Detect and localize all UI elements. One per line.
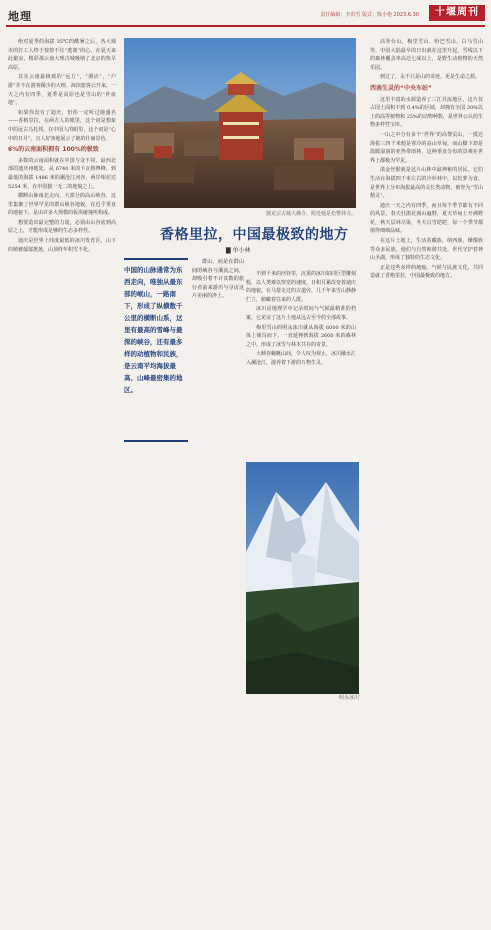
- glacier-photo: [246, 462, 359, 694]
- headline: 香格里拉，中国最极致的地方: [160, 227, 349, 243]
- paragraph: 到过了，永不只是山的奇迹，更是生命之源。: [380, 74, 481, 81]
- paragraph: 一山之中分有多个“世界”的高黎贡山，一抵达海拔三四千米便是寒冷的高山草甸，而山脚下却是温暖湿润的亚热带雨林，这种垂直分布的景观在世界上都极为罕见。: [370, 131, 483, 164]
- subheading: 6%的云南面积拥有 100%的极致: [8, 146, 99, 154]
- editor-meta: 责任编辑：李洪雪 版式：陈小艳 2023.6.30: [320, 12, 419, 18]
- paragraph: 多数的云南面积就在中国与众不同，最西北部的迪庆州地处，从 6740 米的卡瓦格博峰，到最低的海拔 1486 米的澜沧江河谷，两岸相差达 5254 米，在中国独一无二的地貌之上。: [8, 157, 116, 190]
- photo-caption: 独克宗古城大佛寺、附近便是松赞林寺。: [265, 211, 356, 217]
- paragraph: 梅里雪山的明永冰川就从海拔 6000 米的山体上倾泻而下，一直延伸到海拔 2600 米的森林之中，形成了冰雪与林木共存的奇景。: [246, 324, 356, 348]
- pull-quote-text: 中国的山脉通常为东西走向，唯独从最东部的岷山，一路南下，形成了纵横数千公里的横断山系，这里有最高的雪峰与最深的峡谷，还有最多样的动植物和民族，是云南平均海拔最高、山峰最密集的地区。: [124, 266, 183, 394]
- photo-caption: 明永冰川: [338, 695, 359, 701]
- header-rule: [6, 25, 485, 27]
- column-3: [370, 38, 483, 698]
- byline: [226, 245, 251, 254]
- pull-quote: [124, 258, 188, 442]
- paragraph: 正是这些多样的地貌、气候与民族文化，共同造就了香格里拉，中国最极致的地方。: [370, 264, 483, 280]
- paragraph: 不到千米的河谷里，沉重的冰川如同巨型雕刻般，以人类难以察觉的速度，日积月累改变着迪庆的地貌。在马帮走过的古道旁，几千年来雪山静静伫立，俯瞰着往来的人群。: [246, 271, 356, 303]
- paragraph: 想要造出最完整的力量，必须由山谷底到高原之上，才能形成足够的生态多样性。: [8, 219, 116, 235]
- paragraph: 迪庆是世界上纬度最低的冰川发育区，山下的植被郁郁葱葱，山顶终年积雪不化。: [8, 238, 116, 253]
- byline-marker: ▇: [226, 247, 231, 254]
- page-header: [0, 0, 491, 26]
- paragraph: 这里丰富的水源造养了三江并流地区，这片仅占国土面积不到 0.4%的区域，却拥有全国 20%以上的高等植物和 25%的动物种数，是世界公认的生物多样性宝库。: [370, 96, 483, 129]
- paragraph: 大峡谷蜿蜒山间，令人叹为观止，冰川融水汇入澜沧江，滋养着下游的万物生灵。: [246, 351, 356, 366]
- section-title: 地理: [8, 10, 32, 23]
- column-mid: [192, 258, 244, 438]
- paragraph: 绝对夏季的海拔 35℃的酷暑之后，各大城市的打工人终于按捺不住“逃离”的心，在夏天来此避凉，精彩那云南大理古城吸纳了北京的快旱高原。: [8, 39, 116, 71]
- column-1: [8, 38, 116, 698]
- byline-author: 单小林: [232, 247, 251, 254]
- subheading: 西南生灵的“中央车站”: [370, 84, 432, 92]
- paragraph: 迪庆一天之内有四季，而且每个季节都有不同的风景，春天杜鹃花漫山遍野，夏天草甸上开满野花，秋天层林尽染，冬天白雪皑皑，每一个季节都值得细细品味。: [370, 202, 483, 235]
- paragraph: 横断山脉南北走向，大部分的高山峡谷，这里集聚了世界罕见的群山峡谷地貌，在近乎垂直的地貌下，是由许多大规模的板块碰撞所构成。: [8, 193, 116, 217]
- paragraph: 滇金丝猴就是这片山林中最神秘的居民，它们生活在海拔四千米左右的冷杉林中，以松萝为食，是世界上分布海拔最高的灵长类动物，被誉为“雪山精灵”。: [370, 167, 483, 200]
- paragraph: 冰川是地理学中记录时间与气候最精准的档案，它见证了这片土地从远古至今的全部故事。: [246, 306, 356, 321]
- newspaper-logo: 十堰周刊: [429, 5, 485, 21]
- paragraph: 如果你没有了迪庆，但你一定听过她盛名——香格里拉，在两方人的眼里，这个词是想象中的远古乌托邦，在中国人的眼里，这个词是“心中的日月”。且人好客地展示了她的壮丽景色。: [8, 109, 116, 142]
- temple-photo-image: [124, 38, 356, 208]
- paragraph: 其实云南最极致的“远方”，“酒店”，“户游”并不在游客稀少的大理、海滨旅客云开来，一天之内有四季，夏季是高原也是雪山的“补血地”。: [8, 74, 116, 107]
- paragraph: 高拳台山、梅里雪山、哈巴雪山、白马雪山等，中国大陆最早的日出就在这里升起，雪线以下的森林覆盖率高达七成以上，是野生动植物的天然乐园。: [370, 39, 483, 71]
- glacier-photo-image: [246, 462, 359, 694]
- paragraph: 在这片土地上，生活着藏族、纳西族、傈僳族等众多民族，他们与自然和谐共处，世代守护着神山圣湖，形成了独特的生态文化。: [370, 238, 483, 262]
- temple-photo: [124, 38, 356, 208]
- paragraph: 群山，而是在群山间的峡谷与溪流之间，却吸引着不计其数的旅行者前来游历与寻访这片美丽的净土。: [192, 259, 244, 300]
